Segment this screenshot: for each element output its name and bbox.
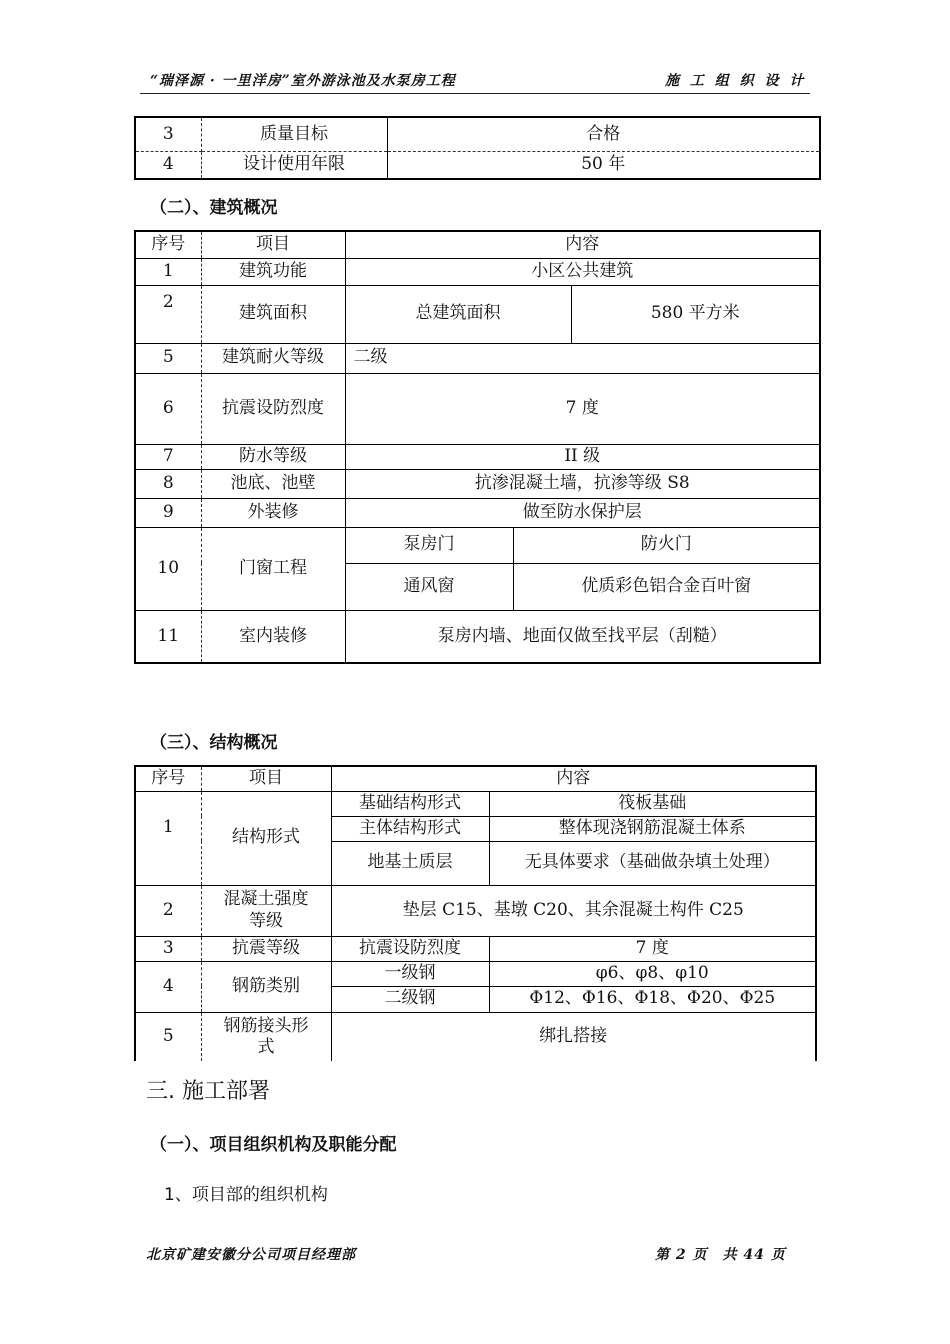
header-rule	[140, 93, 810, 94]
row-no: 3	[135, 117, 201, 151]
row-item: 门窗工程	[201, 527, 345, 610]
row-item: 抗震等级	[201, 936, 331, 961]
row-subitem: 通风窗	[345, 563, 513, 610]
table-building-overview	[134, 230, 821, 664]
row-value: 580 平方米	[571, 285, 820, 343]
row-item: 设计使用年限	[201, 151, 387, 179]
row-no: 3	[135, 936, 201, 961]
table-header-row	[135, 231, 820, 258]
row-value: Φ12、Φ16、Φ18、Φ20、Φ25	[489, 986, 816, 1012]
table-row	[135, 791, 816, 816]
table-row	[135, 527, 820, 563]
chapter-title: 三. 施工部署	[146, 1079, 270, 1104]
table-header-row	[135, 766, 816, 791]
row-item: 建筑耐火等级	[201, 343, 345, 373]
row-no: 4	[135, 151, 201, 179]
table-row	[135, 151, 820, 179]
header-project: “瑞泽源 · 一里洋房”室外游泳池及水泵房工程	[150, 73, 456, 89]
row-no: 4	[135, 961, 201, 1012]
row-value: 整体现浇钢筋混凝土体系	[489, 816, 816, 841]
row-no: 5	[135, 1012, 201, 1061]
row-subitem: 主体结构形式	[331, 816, 489, 841]
table-project-targets	[134, 116, 821, 180]
row-subitem: 总建筑面积	[345, 285, 571, 343]
col-header-no: 序号	[135, 766, 201, 791]
table-row	[135, 885, 816, 936]
row-no: 5	[135, 343, 201, 373]
row-content: 小区公共建筑	[345, 258, 820, 285]
table-row	[135, 936, 816, 961]
row-item: 室内装修	[201, 610, 345, 663]
table-row	[135, 258, 820, 285]
row-no: 1	[135, 791, 201, 885]
row-item: 钢筋接头形式	[201, 1012, 331, 1061]
row-content: 7 度	[345, 373, 820, 444]
table-row	[135, 117, 820, 151]
row-content: 泵房内墙、地面仅做至找平层（刮糙）	[437, 625, 727, 646]
row-value: 防火门	[513, 527, 820, 563]
table-row	[135, 1012, 816, 1061]
row-item: 建筑面积	[201, 285, 345, 343]
row-subitem: 泵房门	[345, 527, 513, 563]
row-item: 混凝土强度等级	[201, 885, 331, 936]
row-no: 10	[135, 527, 201, 610]
row-content: 二级	[345, 343, 820, 373]
row-value: 优质彩色铝合金百叶窗	[513, 563, 820, 610]
row-content: 垫层 C15、基墩 C20、其余混凝土构件 C25	[331, 885, 816, 936]
row-subitem: 抗震设防烈度	[331, 936, 489, 961]
col-header-content: 内容	[331, 766, 816, 791]
table-row	[135, 961, 816, 986]
table-structure-overview	[134, 765, 817, 1061]
row-value: 无具体要求（基础做杂填土处理）	[489, 841, 816, 885]
section-heading-structure: （三）、结构概况	[150, 733, 278, 753]
row-value: φ6、φ8、φ10	[489, 961, 816, 986]
table-row	[135, 498, 820, 527]
row-content: 绑扎搭接	[539, 1026, 608, 1047]
row-no: 1	[135, 258, 201, 285]
sub-heading-organization: （一）、项目组织机构及职能分配	[150, 1135, 397, 1155]
row-content: 50 年	[581, 154, 626, 175]
row-subitem: 一级钢	[331, 961, 489, 986]
row-content: 抗渗混凝土墙，抗渗等级 S8	[345, 469, 820, 498]
col-header-item: 项目	[201, 766, 331, 791]
table-row	[135, 610, 820, 663]
row-no: 9	[135, 498, 201, 527]
row-no: 2	[135, 285, 201, 343]
row-item: 池底、池壁	[201, 469, 345, 498]
row-item: 质量目标	[201, 117, 387, 151]
section-heading-building: （二）、建筑概况	[150, 198, 278, 218]
table-row	[135, 469, 820, 498]
row-item: 抗震设防烈度	[201, 373, 345, 444]
footer-company: 北京矿建安徽分公司项目经理部	[146, 1247, 356, 1263]
row-no: 8	[135, 469, 201, 498]
row-value: 7 度	[489, 936, 816, 961]
row-subitem: 二级钢	[331, 986, 489, 1012]
row-item: 建筑功能	[201, 258, 345, 285]
table-row	[135, 285, 820, 343]
footer-page-number: 第 2 页 共 44 页	[655, 1247, 786, 1263]
row-content: 做至防水保护层	[345, 498, 820, 527]
col-header-no: 序号	[135, 231, 201, 258]
header-doc-type: 施 工 组 织 设 计	[665, 73, 807, 89]
item-organization-structure: 1、项目部的组织机构	[164, 1185, 328, 1205]
table-row	[135, 444, 820, 469]
row-item: 钢筋类别	[201, 961, 331, 1012]
table-row	[135, 373, 820, 444]
row-content: 合格	[387, 117, 820, 151]
row-item: 防水等级	[201, 444, 345, 469]
col-header-item: 项目	[201, 231, 345, 258]
row-content: II 级	[345, 444, 820, 469]
table-row	[135, 343, 820, 373]
row-no: 7	[135, 444, 201, 469]
row-no: 2	[135, 885, 201, 936]
col-header-content: 内容	[345, 231, 820, 258]
row-subitem: 基础结构形式	[331, 791, 489, 816]
row-no: 6	[135, 373, 201, 444]
row-value: 筏板基础	[489, 791, 816, 816]
row-item: 外装修	[201, 498, 345, 527]
row-subitem: 地基土质层	[331, 841, 489, 885]
row-item: 结构形式	[201, 791, 331, 885]
row-no: 11	[135, 610, 201, 663]
